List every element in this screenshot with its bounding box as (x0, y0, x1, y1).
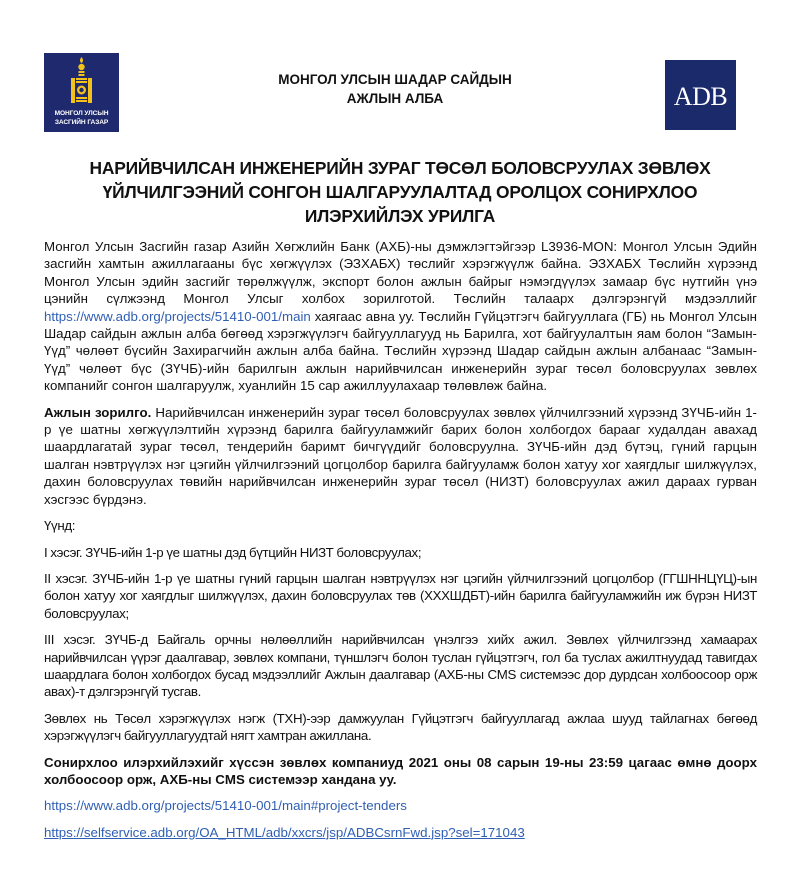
objective-label: Ажлын зорилго. (44, 404, 152, 420)
project-link[interactable]: https://www.adb.org/projects/51410-001/main (44, 308, 311, 324)
logo-left-line1: МОНГОЛ УЛСЫН (54, 110, 109, 117)
intro-text-part2: хаягаас авна уу. Төслийн Гүйцэтгэгч байгууллага (ГБ) нь Монгол Улсын Шадар сайдын ажлын алба бөгөөд хэрэгжүүлэгч байгууллагууд нь Барилга, хот байгуулалтын яам болон “Замын-Үүд” чөлөөт бүсийн Захирагчийн ажлын алба байна. Төслийн хүрээнд Шадар сайдын ажлын албанаас “Замын-Үүд” чөлөөт бүс (ЗҮЧБ)-ийн барилгын ажлын нарийвчилсан инженерийн зураг төсөл боловсруулах зөвлөх компанийг сонгон шалгаруулж, хуанлийн 15 сар ажиллуулахаар төлөвлөж байна. (44, 308, 757, 394)
link-row-1 (44, 797, 757, 814)
header-title-line1: МОНГОЛ УЛСЫН ШАДАР САЙДЫН (278, 72, 512, 87)
reporting-paragraph: Зөвлөх нь Төсөл хэрэгжүүлэх нэгж (ТХН)-ээр дамжуулан Гүйцэтгэгч байгууллагад ажлаа шууд тайлагнах бөгөөд хэрэгжүүлэгч байгууллагуудтай нягт хамтран ажиллана. (44, 710, 757, 744)
link-row-2 (44, 824, 757, 841)
document-title-line1: НАРИЙВЧИЛСАН ИНЖЕНЕРИЙН ЗУРАГ ТӨСӨЛ БОЛОВСРУУЛАХ ЗӨВЛӨХ (89, 158, 711, 178)
sections-intro-label: Үүнд: (44, 518, 76, 534)
document-title-line2: ҮЙЛЧИЛГЭЭНИЙ СОНГОН ШАЛГАРУУЛАЛТАД ОРОЛЦОХ СОНИРХЛОО (102, 182, 698, 202)
intro-paragraph (44, 238, 757, 395)
soyombo-emblem-icon (68, 57, 95, 105)
document-title (40, 156, 760, 228)
objective-paragraph (44, 404, 757, 508)
logo-left-line2: ЗАСГИЙН ГАЗАР (54, 119, 109, 126)
intro-text-part1: Монгол Улсын Засгийн газар Азийн Хөгжлийн Банк (АХБ)-ны дэмжлэгтэйгээр L3936-MON: Монгол Улсын Эдийн засгийн хамтын ажиллагааны бүс хөгжүүлэх (ЭЗХАБХ) төслийг хэрэгжүүлж байна. ЭЗХАБХ Төслийн хүрээнд Монгол Улсын эдийн засгийг төрөлжүүлж, экспорт болон ажлын байрыг нэмэгдүүлэх замаар бүс нутгийн үнэ цэнийн сүлжээнд Монгол Улсыг холбох зорилготой. Төслийн талаарх дэлгэрэнгүй мэдээллийг (44, 239, 757, 307)
document-title-line3: ИЛЭРХИЙЛЭХ УРИЛГА (304, 206, 496, 226)
deadline-paragraph (44, 754, 757, 789)
section-item-1: I хэсэг. ЗҮЧБ-ийн 1-р үе шатны дэд бүтцийн НИЗТ боловсруулах; (44, 544, 422, 560)
project-tenders-link[interactable]: https://www.adb.org/projects/51410-001/main#project-tenders (44, 798, 407, 814)
adb-logo-text: ADB (673, 82, 728, 111)
header-title (160, 70, 630, 108)
adb-logo (665, 60, 736, 130)
document-body (44, 238, 757, 841)
cms-selfservice-link[interactable]: https://selfservice.adb.org/OA_HTML/adb/xxcrs/jsp/ADBCsrnFwd.jsp?sel=171043 (44, 824, 525, 840)
header-title-line2: АЖЛЫН АЛБА (346, 91, 444, 106)
deadline-text: Сонирхлоо илэрхийлэхийг хүссэн зөвлөх компаниуд 2021 оны 08 сарын 19-ны 23:59 цагаас өмнө доорх холбоосоор орж, АХБ-ны CMS системээр хандана уу. (44, 754, 757, 787)
objective-text: Нарийвчилсан инженерийн зураг төсөл боловсруулах зөвлөх үйлчилгээний хүрээнд ЗҮЧБ-ийн 1-р үе шатны хөгжүүлэлтийн хүрээнд барилга байгууламжийг барих болон холбогдох барааг худалдан авахад шаардлагатай зураг төсөл, тендерийн баримт бичгүүдийг боловсруулна. ЗҮЧБ-ийн дэд бүтэц, гүний гарцын шалган нэвтрүүлэх нэг цэгийн үйлчилгээний цогцолбор барилга байгууламж болон хатуу хог хаягдлыг шилжүүлэх, дахин боловсруулах төвийн нарийвчилсан инженерийн зураг төсөл (НИЗТ) боловсруулах ажил дараах гурван хэсгээс бүрдэнэ. (44, 404, 757, 507)
section-item-2: II хэсэг. ЗҮЧБ-ийн 1-р үе шатны гүний гарцын шалган нэвтрүүлэх нэг цэгийн үйлчилгээний цогцолбор (ГГШННЦҮЦ)-ын болон хатуу хог хаягдлыг шилжүүлэх, дахин боловсруулах төв (ХХХШДБТ)-ийн барилга байгууламжийн иж бүрэн НИЗТ боловсруулах; (44, 570, 757, 621)
mongolian-government-logo (44, 53, 119, 132)
section-item-3: III хэсэг. ЗҮЧБ-д Байгаль орчны нөлөөллийн нарийвчилсан үнэлгээ хийх ажил. Зөвлөх үйлчилгээнд хамаарах нарийвчилсан үүрэг даалгавар, зөвлөх компани, түншлэгч болон туслан гүйцэтгэгч, гол ба туслах ажилтнуудад тавигдах шаардлага болон холбогдох бусад мэдээллийг Ажлын даалгавар (АХБ-ны CMS системээс дор дурдсан холбоосоор орж авах)-т дэлгэрэнгүй тусгав. (44, 632, 757, 700)
